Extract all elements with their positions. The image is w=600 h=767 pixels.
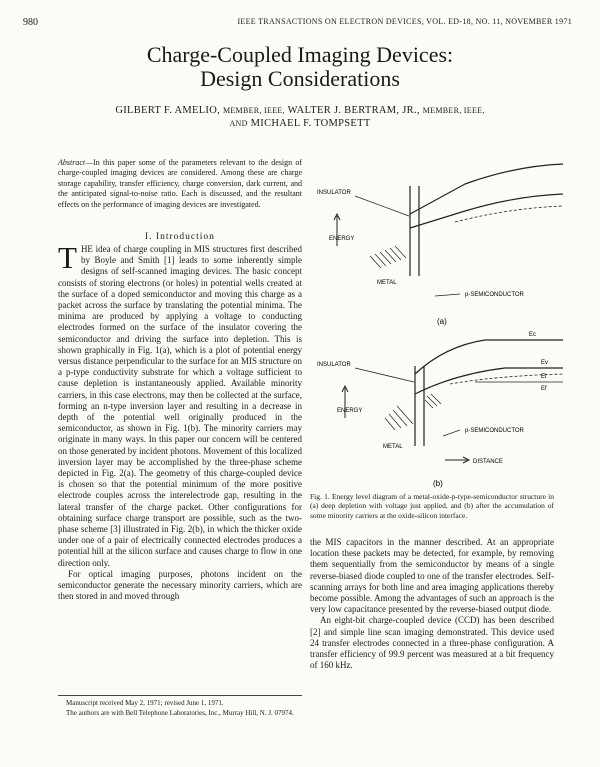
page-number: 980 <box>23 17 38 28</box>
energy-band-diagram <box>315 156 565 490</box>
label-insulator-a: INSULATOR <box>317 190 351 196</box>
footnotes <box>58 695 302 719</box>
paper-title-line2: Design Considerations <box>200 66 400 91</box>
insulator-pointer-b <box>355 368 414 382</box>
intro-paragraph-1: HE idea of charge coupling in MIS structures first described by Boyle and Smith [1] leads to some inherently simple designs of self-scanned imaging devices. The basic concept consists of storing electrons (or holes) in potential wells created at the surface of a doped semiconductor and moving this charge as a packet across the surface by translating the potential minima. The minima are produced by applying a voltage to conducting electrodes formed on the surface of the insulator covering the semiconductor and driving the surface into depletion. This is shown graphically in Fig. 1(a), which is a plot of potential energy versus distance perpendicular to the surface for an MIS structure on a p-type conductivity substrate for which a voltage sufficient to cause depletion is instantaneously applied. Available minority carriers, in this case electrons, may then be collected at the surface, forming an n-type inversion layer and resulting in a decrease in depth of the potential well originally produced in the semiconductor, as shown in Fig. 1(b). The minority carriers may originate in many ways. In this paper our concern will be centered on those generated by incident photons. Movement of this localized inversion layer may be accomplished by the three-phase scheme depicted in Fig. 2(a). The geometry of this charge-coupled device is chosen so that the potential minimum of the more positive electrode couples across the interelectrode gap, resulting in the lateral transfer of the charge packet. Other configurations for obtaining surface charge transport are possible, such as the two-phase scheme [3] illustrated in Fig. 2(b), in which the thicker oxide under one of a pair of electrically connected electrodes produces a potential hill at the silicon surface and causes charge to flow in one direction only. <box>58 244 302 568</box>
label-ev: Ev <box>541 360 549 366</box>
insulator-pointer-a <box>355 196 409 216</box>
semiconductor-pointer-a <box>435 294 460 296</box>
section-heading: I. Introduction <box>145 232 215 242</box>
paper-title-line1: Charge-Coupled Imaging Devices: <box>146 42 454 67</box>
label-insulator-b: INSULATOR <box>317 362 351 368</box>
author-3: MICHAEL F. TOMPSETT <box>250 118 371 129</box>
abstract-label: Abstract <box>58 158 86 167</box>
label-energy-a: ENERGY <box>329 236 355 242</box>
abstract-text: —In this paper some of the parameters relevant to the design of charge-coupled imaging devices are considered. Among these are charge storage capability, transfer efficiency, charge conversion, dark current, and the anticipated signal-to-noise ratio. Each is discussed, and the resultant effects on the performance of imaging devices are investigated. <box>58 158 302 209</box>
figure-1 <box>315 156 565 490</box>
label-ef: Ef <box>541 386 547 392</box>
label-ec: Ec <box>529 332 537 338</box>
semiconductor-pointer-b <box>443 430 460 436</box>
body-left-column <box>58 240 302 603</box>
abstract <box>58 158 302 210</box>
intro-paragraph-2: For optical imaging purposes, photons incident on the semiconductor generate the necessary minority carriers, which are then stored in and moved through <box>58 568 302 602</box>
author-1-membership: MEMBER, IEEE, <box>222 106 285 115</box>
footnote-affiliation: The authors are with Bell Telephone Laboratories, Inc., Murray Hill, N. J. 07974. <box>66 709 294 717</box>
body-right-paragraph-1: the MIS capacitors in the manner described. At an appropriate location these packets may be detected, for example, by removing them sequentially from the semiconductor by means of a single reverse-biased diode coupled to one of the transfer electrodes. Self-scanning arrays for both line and area imaging applications thereby become possible. Among the advantages of such an approach is the very low capacitance presented by the reverse-biased output diode. <box>310 537 554 615</box>
journal-header: IEEE TRANSACTIONS ON ELECTRON DEVICES, VOL. ED-18, NO. 11, NOVEMBER 1971 <box>237 17 572 26</box>
label-metal-b: METAL <box>383 444 403 450</box>
label-ei: Ei <box>541 374 547 380</box>
panel-a <box>317 164 563 326</box>
body-right-paragraph-2: An eight-bit charge-coupled device (CCD) has been described [2] and simple line scan imaging demonstrated. This device used 24 transfer electrodes connected in a three-phase configuration. A transfer efficiency of 99.9 percent was measured at a bit frequency of 160 kHz. <box>310 615 554 671</box>
label-semiconductor-a: p-SEMICONDUCTOR <box>465 292 524 298</box>
label-energy-b: ENERGY <box>337 408 363 414</box>
author-2: WALTER J. BERTRAM, JR., <box>287 105 420 116</box>
fermi-level-a <box>455 206 563 222</box>
label-distance-b: DISTANCE <box>473 459 503 465</box>
metal-hatch-b <box>385 406 413 430</box>
author-list <box>60 104 540 130</box>
conduction-band-a <box>410 164 563 214</box>
author-2-membership: MEMBER, IEEE, <box>422 106 485 115</box>
body-right-column <box>310 537 554 671</box>
metal-hatch-a <box>370 246 406 268</box>
label-panel-b: (b) <box>433 479 443 488</box>
label-semiconductor-b: p-SEMICONDUCTOR <box>465 428 524 434</box>
figure-caption: Fig. 1. Energy level diagram of a metal-oxide-p-type-semiconductor structure in (a) deep depletion with voltage just applied, and (b) after the accumulation of some minority carriers at the oxide-silicon interface. <box>310 492 554 520</box>
panel-b <box>317 332 563 488</box>
label-panel-a: (a) <box>437 317 447 326</box>
valence-band-a <box>410 194 563 228</box>
label-metal-a: METAL <box>377 280 397 286</box>
drop-cap: T <box>58 240 77 275</box>
author-1: GILBERT F. AMELIO, <box>115 105 221 116</box>
charge-hatch-b <box>425 394 441 408</box>
author-conjunction: AND <box>229 119 248 128</box>
footnote-received: Manuscript received May 2, 1971; revised June 1, 1971. <box>66 699 224 707</box>
conduction-band-b <box>415 340 563 374</box>
